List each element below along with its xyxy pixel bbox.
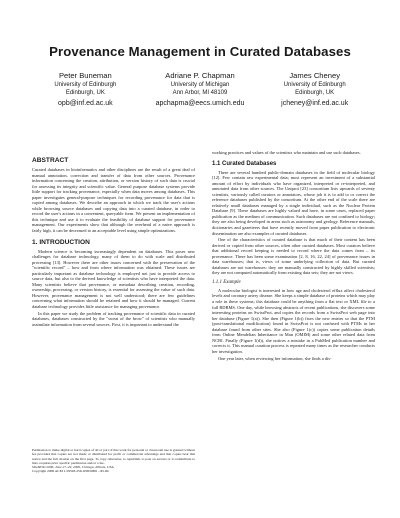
- left-column: [32, 152, 195, 328]
- author-name: Adriane P. Chapman: [165, 71, 235, 80]
- author-name: James Cheney: [289, 71, 340, 80]
- right-column: [212, 150, 375, 362]
- introduction-heading: 1. INTRODUCTION: [32, 238, 90, 246]
- author-affiliation: University of Michigan: [170, 81, 230, 88]
- author-2: [143, 72, 258, 108]
- author-name: Peter Buneman: [58, 71, 112, 80]
- author-location: Ann Arbor, MI 48109: [172, 90, 228, 97]
- intro-continuation: working practices and values of the scientists who maintain and use such databases.: [212, 150, 361, 155]
- example-paragraph-2: One year later, when reviewing her information, she finds a dis-: [218, 355, 332, 361]
- author-email: opb@inf.ed.ac.uk: [58, 99, 113, 107]
- example-heading: 1.1.1 Example: [212, 279, 241, 285]
- intro-paragraph-1: Modern science is becoming increasingly dependent on databases. This poses new challenges for database technology, many of them to do with scale and distributed processing [13]. However there are other issues concerned with the preservation of the "scientific record" – how and from where information was obtained. These issues are particularly important as database technology is employed not just to provide access to source data, but also to the derived knowledge of scientists who have interpreted the data. Many scientists believe that provenance, or metadata describing creation, recording, ownership, processing, or version history, is essential for assessing the value of such data. However, provenance management is not well understood; there are few guidelines concerning what information should be retained and how it should be managed. Current database technology provides little assistance for managing provenance.: [32, 248, 195, 310]
- author-affiliation: University of Edinburgh: [54, 81, 117, 88]
- curated-paragraph-2: One of the characteristics of curated database is that much of their content has been derived or copied from other sources, often other curated databases. Most curators believe that additional record keeping is needed to record where the data comes from – its provenance. There has been some examination [2, 8, 16, 22, 24] of provenance issues in data warehouses; that is, views of some underlying collection of data. But curated databases are not warehouses: they are manually constructed by highly skilled scientists; they are not computed automatically from existing data sets; they are not views.: [212, 237, 375, 276]
- permission-notice: Permission to make digital or hard copies of all or part of this work for personal or classroom use is granted without fee provided that copies are not made or distributed for profit or commercial advantage and that copies bear this notice and the full citation on the first page. To copy otherwise, to republish, to post on servers or to redistribute to lists, requires prior specific permission and/or a fee.: [32, 448, 195, 465]
- author-location: Edinburgh, UK: [295, 90, 335, 97]
- author-affiliation: University of Edinburgh: [283, 81, 346, 88]
- author-location: Edinburgh, UK: [65, 90, 105, 97]
- author-block: [28, 72, 372, 108]
- curated-databases-heading: 1.1 Curated Databases: [212, 160, 277, 167]
- example-paragraph-1: A molecular biologist is interested in how age and cholesterol efflux affect cholesterol levels and coronary artery disease. She keeps a simple database of proteins which may play a role in these systems; this database could be anything from a flat text or XML file to a full RDBMS. One day, while browsing abstracts of recent publications, she discovers some interesting proteins on SwissProt, and copies the records from a SwissProt web page into her database (Figure 1(a)). She then (Figure 1(b)) fixes the new entries so that the PTM (post-translational modification) found in SwissProt is not confused with PTMs in her database found from other sites. She also (Figure 1(c)) copies some publication details from Online Mendelian Inheritance in Man (OMIM) and some other related data from NCBI. Finally (Figure 1(d)), she notices a mistake in a PubMed publication number and corrects it. This manual curation process is repeated many times as the researcher conducts her investigation.: [212, 287, 375, 354]
- curated-paragraph-1: There are several hundred public-domain databases in the field of molecular biology [12]. Few contain raw experimental data; most represent an investment of a substantial amount of effort by individuals who have organized, interpreted or re-interpreted, and annotated data from other sources. The Uniprot [23] consortium lists upwards of seventy scientists, variously called curators or annotators, whose job it is to add to or correct the reference databases published by the consortium. At the other end of the scale there are relatively small databases managed by a single individual, such as the Nuclear Protein Database [9]. These databases are highly valued and have, in some cases, replaced paper publication as the medium of communication. Such databases are not confined to biology; they are also being developed in areas such as astronomy and geology. Reference manuals, dictionaries and gazetteers that have recently moved from paper publication to electronic dissemination are also examples of curated databases.: [212, 169, 375, 236]
- author-3: [257, 72, 372, 108]
- intro-paragraph-2: In this paper we study the problem of tracking provenance of scientific data in curated databases, databases constructed by the "sweat of the brow" of scientists who manually assimilate information from several sources. First, it is important to understand the: [32, 310, 195, 327]
- copyright-line: Copyright 2006 ACM 1-59593-256-9/06/0006 ...$5.00.: [32, 469, 110, 474]
- abstract-heading: ABSTRACT: [32, 157, 69, 164]
- author-1: [28, 72, 143, 108]
- copyright-footnote: [32, 448, 195, 474]
- abstract-text: Curated databases in bioinformatics and other disciplines are the result of a great deal of manual annotation, correction and transfer of data from other sources. Provenance information concerning the creation, attribution, or version history of such data is crucial for assessing its integrity and scientific value. General purpose database systems provide little support for tracking provenance, especially when data moves among databases. This paper investigates general-purpose techniques for recording provenance for data that is copied among databases. We describe an approach in which we track the user's actions while browsing source databases and copying data into a curated database, in order to record the user's actions in a convenient, queryable form. We present an implementation of this technique and use it to evaluate the feasibility of database support for provenance management. Our experiments show that although the overhead of a naive approach is fairly high, it can be decreased to an acceptable level using simple optimizations.: [32, 167, 195, 234]
- conference-venue: SIGMOD 2006, June 27–29, 2006, Chicago, Illinois, USA.: [32, 465, 115, 470]
- paper-title: Provenance Management in Curated Databases: [49, 44, 351, 59]
- author-email: jcheney@inf.ed.ac.uk: [281, 99, 349, 107]
- author-email: apchapma@eecs.umich.edu: [155, 99, 245, 107]
